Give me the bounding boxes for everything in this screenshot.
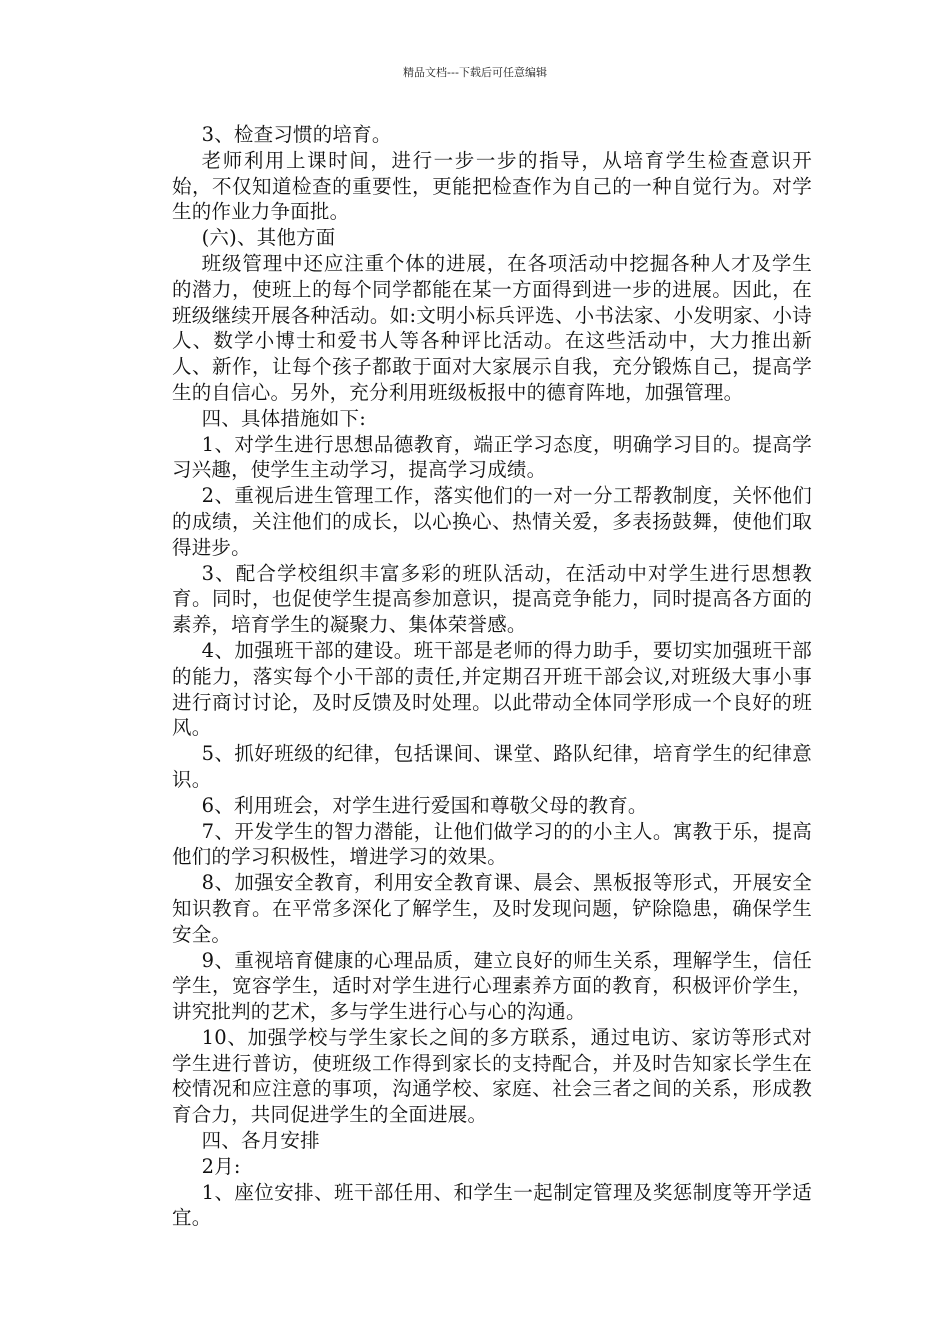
paragraph: 班级管理中还应注重个体的进展，在各项活动中挖掘各种人才及学生的潜力，使班上的每个同学都能在某一方面得到进一步的进展。因此，在班级继续开展各种活动。如:文明小标兵评选、小书法家、小发明家、小诗人、数学小博士和爱书人等各种评比活动。在这些活动中，大力推出新人、新作，让每个孩子都敢于面对大家展示自我，充分锻炼自己，提高学生的自信心。另外，充分利用班级板报中的德育阵地，加强管理。 bbox=[172, 251, 812, 404]
paragraph: 老师利用上课时间，进行一步一步的指导，从培育学生检查意识开始，不仅知道检查的重要性，更能把检查作为自己的一种自觉行为。对学生的作业力争面批。 bbox=[172, 148, 812, 224]
list-item: 3、配合学校组织丰富多彩的班队活动，在活动中对学生进行思想教育。同时，也促使学生提高参加意识，提高竞争能力，同时提高各方面的素养，培育学生的凝聚力、集体荣誉感。 bbox=[172, 561, 812, 637]
list-item: 5、抓好班级的纪律，包括课间、课堂、路队纪律，培育学生的纪律意识。 bbox=[172, 742, 812, 791]
list-item: 10、加强学校与学生家长之间的多方联系，通过电访、家访等形式对学生进行普访，使班级工作得到家长的支持配合，并及时告知家长学生在校情况和应注意的事项，沟通学校、家庭、社会三者之间的关系，形成教育合力，共同促进学生的全面进展。 bbox=[172, 1025, 812, 1127]
document-body bbox=[172, 122, 812, 1231]
list-item: 1、座位安排、班干部任用、和学生一起制定管理及奖惩制度等开学适宜。 bbox=[172, 1180, 812, 1230]
list-item: 9、重视培育健康的心理品质，建立良好的师生关系，理解学生，信任学生，宽容学生，适时对学生进行心理素养方面的教育，积极评价学生，讲究批判的艺术，多与学生进行心与心的沟通。 bbox=[172, 948, 812, 1024]
month-heading: 2月: bbox=[201, 1154, 241, 1178]
section-heading: 四、各月安排 bbox=[201, 1129, 320, 1153]
list-item: 7、开发学生的智力潜能，让他们做学习的的小主人。寓教于乐，提高他们的学习积极性，增进学习的效果。 bbox=[172, 819, 812, 869]
list-item: 8、加强安全教育，利用安全教育课、晨会、黑板报等形式，开展安全知识教育。在平常多深化了解学生，及时发现问题，铲除隐患，确保学生安全。 bbox=[172, 871, 812, 946]
list-item: 4、加强班干部的建设。班干部是老师的得力助手，要切实加强班干部的能力，落实每个小干部的责任,并定期召开班干部会议,对班级大事小事进行商讨讨论，及时反馈及时处理。以此带动全体同学形成一个良好的班风。 bbox=[172, 638, 812, 740]
paragraph: 3、检查习惯的培育。 bbox=[201, 123, 392, 146]
section-heading: (六)、其他方面 bbox=[201, 226, 336, 250]
section-heading: 四、具体措施如下: bbox=[201, 406, 366, 430]
list-item: 1、对学生进行思想品德教育，端正学习态度，明确学习目的。提高学习兴趣，使学生主动学习，提高学习成绩。 bbox=[172, 432, 812, 482]
list-item: 6、利用班会，对学生进行爱国和尊敬父母的教育。 bbox=[201, 793, 648, 817]
list-item: 2、重视后进生管理工作，落实他们的一对一分工帮教制度，关怀他们的成绩，关注他们的成长，以心换心、热情关爱，多表扬鼓舞，使他们取得进步。 bbox=[172, 484, 812, 559]
page-header: 精品文档---下载后可任意编辑 bbox=[403, 66, 547, 79]
